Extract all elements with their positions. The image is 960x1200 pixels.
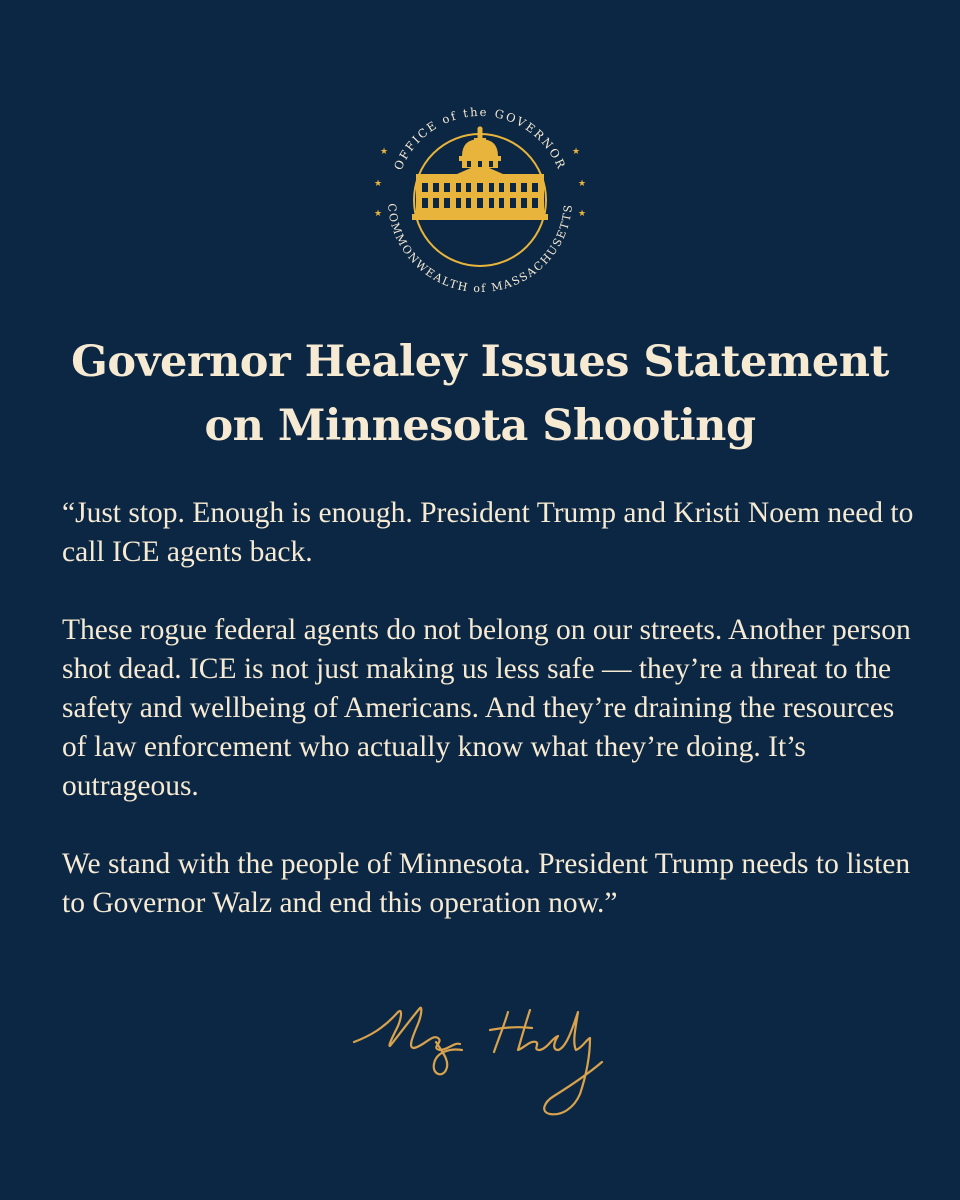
seal-top-text: OFFICE of the GOVERNOR (390, 104, 570, 173)
handwritten-signature (340, 990, 610, 1130)
statement-body (62, 494, 922, 962)
title-line-2: on Minnesota Shooting (204, 401, 756, 451)
title-line-1: Governor Healey Issues Statement (71, 337, 889, 387)
seal-bottom-text: COMMONWEALTH of MASSACHUSETTS (384, 202, 576, 296)
svg-text:★: ★ (373, 179, 383, 189)
svg-text:★: ★ (373, 209, 383, 219)
statement-paragraph-1: “Just stop. Enough is enough. President Trump and Kristi Noem need to call ICE agents back. (62, 497, 914, 568)
svg-text:★: ★ (577, 179, 587, 189)
svg-text:★: ★ (577, 209, 587, 219)
svg-text:★: ★ (379, 147, 389, 157)
svg-text:★: ★ (571, 147, 581, 157)
statement-paragraph-2: These rogue federal agents do not belong on our streets. Another person shot dead. ICE is not just making us less safe — they’re a threat to the safety and wellbeing of Americans. And they’re draining the resources of law enforcement who actually know what they’re doing. It’s outrageous. (62, 614, 911, 802)
page-title (0, 330, 960, 458)
statement-paragraph-3: We stand with the people of Minnesota. President Trump needs to listen to Governor Walz and end this operation now.” (62, 848, 911, 919)
governor-seal (370, 90, 590, 310)
